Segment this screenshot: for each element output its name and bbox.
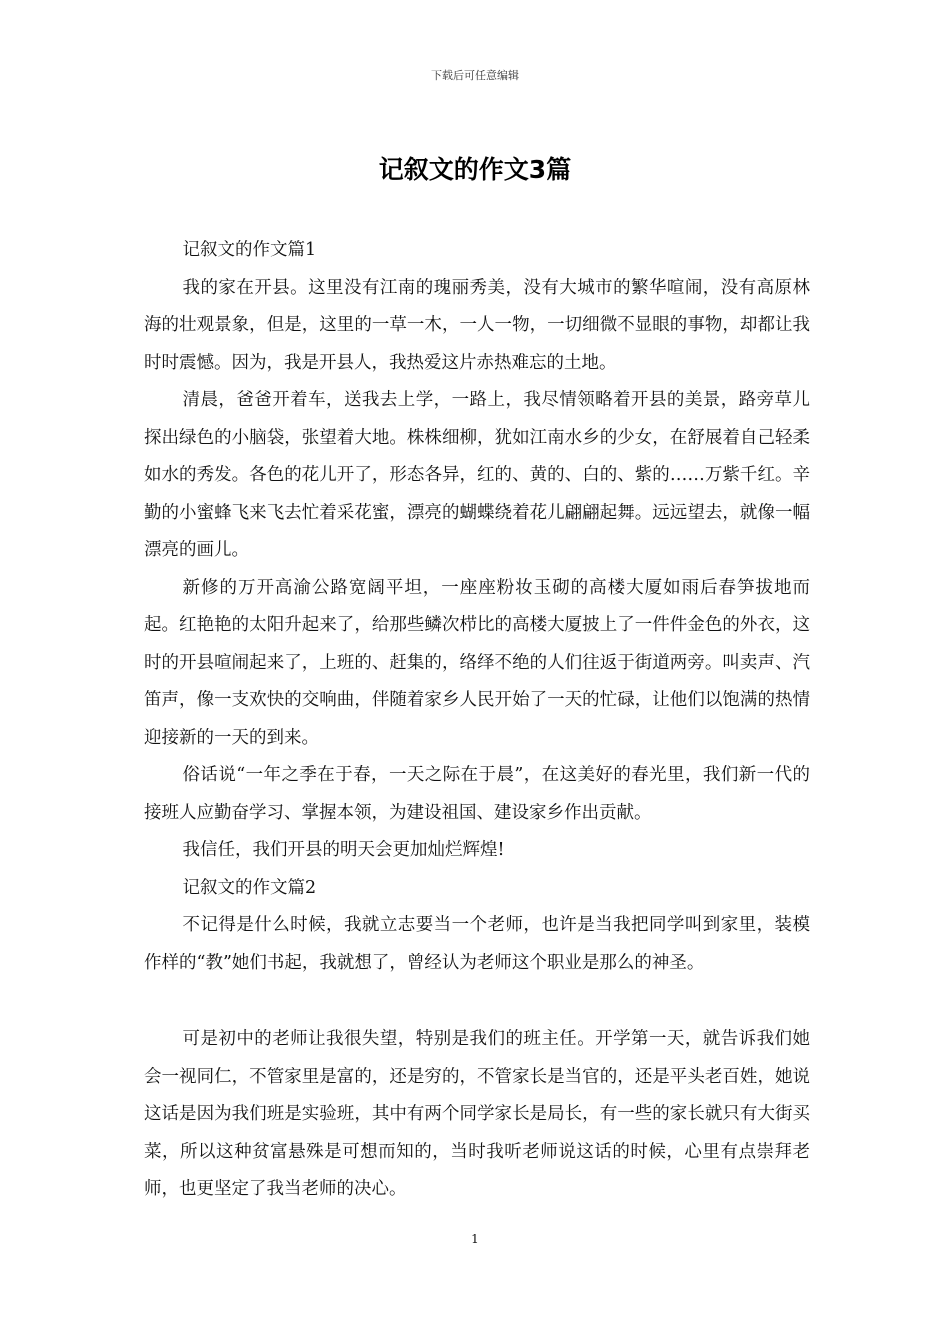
page-number: 1 bbox=[471, 1232, 479, 1246]
essay-heading-1: 记叙文的作文篇1 bbox=[182, 240, 317, 260]
paragraph: 可是初中的老师让我很失望，特别是我们的班主任。开学第一天，就告诉我们她会一视同仁，不管家里是富的，还是穷的，不管家长是当官的，还是平头老百姓，她说这话是因为我们班是实验班，其中有两个同学家长是局长，有一些的家长就只有大街买菜，所以这种贫富悬殊是可想而知的，当时我听老师说这话的时候，心里有点崇拜老师，也更坚定了我当老师的决心。 bbox=[144, 1029, 810, 1199]
paragraph: 俗话说“一年之季在于春，一天之际在于晨”，在这美好的春光里，我们新一代的接班人应勤奋学习、掌握本领，为建设祖国、建设家乡作出贡献。 bbox=[144, 765, 810, 823]
header-note: 下载后可任意编辑 bbox=[431, 69, 519, 82]
paragraph: 我的家在开县。这里没有江南的瑰丽秀美，没有大城市的繁华喧闹，没有高原林海的壮观景象，但是，这里的一草一木，一人一物，一切细微不显眼的事物，却都让我时时震憾。因为，我是开县人，我热爱这片赤热难忘的土地。 bbox=[144, 277, 810, 373]
document-body-section-1 bbox=[144, 232, 810, 982]
paragraph: 不记得是什么时候，我就立志要当一个老师，也许是当我把同学叫到家里，装模作样的“教”她们书起，我就想了，曾经认为老师这个职业是那么的神圣。 bbox=[144, 915, 810, 973]
essay-heading-2: 记叙文的作文篇2 bbox=[182, 877, 317, 898]
document-title: 记叙文的作文3篇 bbox=[378, 155, 572, 184]
document-body-section-2 bbox=[144, 1021, 810, 1209]
paragraph: 新修的万开高渝公路宽阔平坦，一座座粉妆玉砌的高楼大厦如雨后春笋拔地而起。红艳艳的太阳升起来了，给那些鳞次栉比的高楼大厦披上了一件件金色的外衣，这时的开县喧闹起来了，上班的、赶集的，络绎不绝的人们往返于街道两旁。叫卖声、汽笛声，像一支欢快的交响曲，伴随着家乡人民开始了一天的忙碌，让他们以饱满的热情迎接新的一天的到来。 bbox=[144, 577, 810, 748]
paragraph: 清晨，爸爸开着车，送我去上学，一路上，我尽情领略着开县的美景，路旁草儿探出绿色的小脑袋，张望着大地。株株细柳，犹如江南水乡的少女，在舒展着自己轻柔如水的秀发。各色的花儿开了，形态各异，红的、黄的、白的、紫的……万紫千红。辛勤的小蜜蜂飞来飞去忙着采花蜜，漂亮的蝴蝶绕着花儿翩翩起舞。远远望去，就像一幅漂亮的画儿。 bbox=[144, 390, 810, 560]
paragraph: 我信任，我们开县的明天会更加灿烂辉煌! bbox=[182, 840, 505, 860]
